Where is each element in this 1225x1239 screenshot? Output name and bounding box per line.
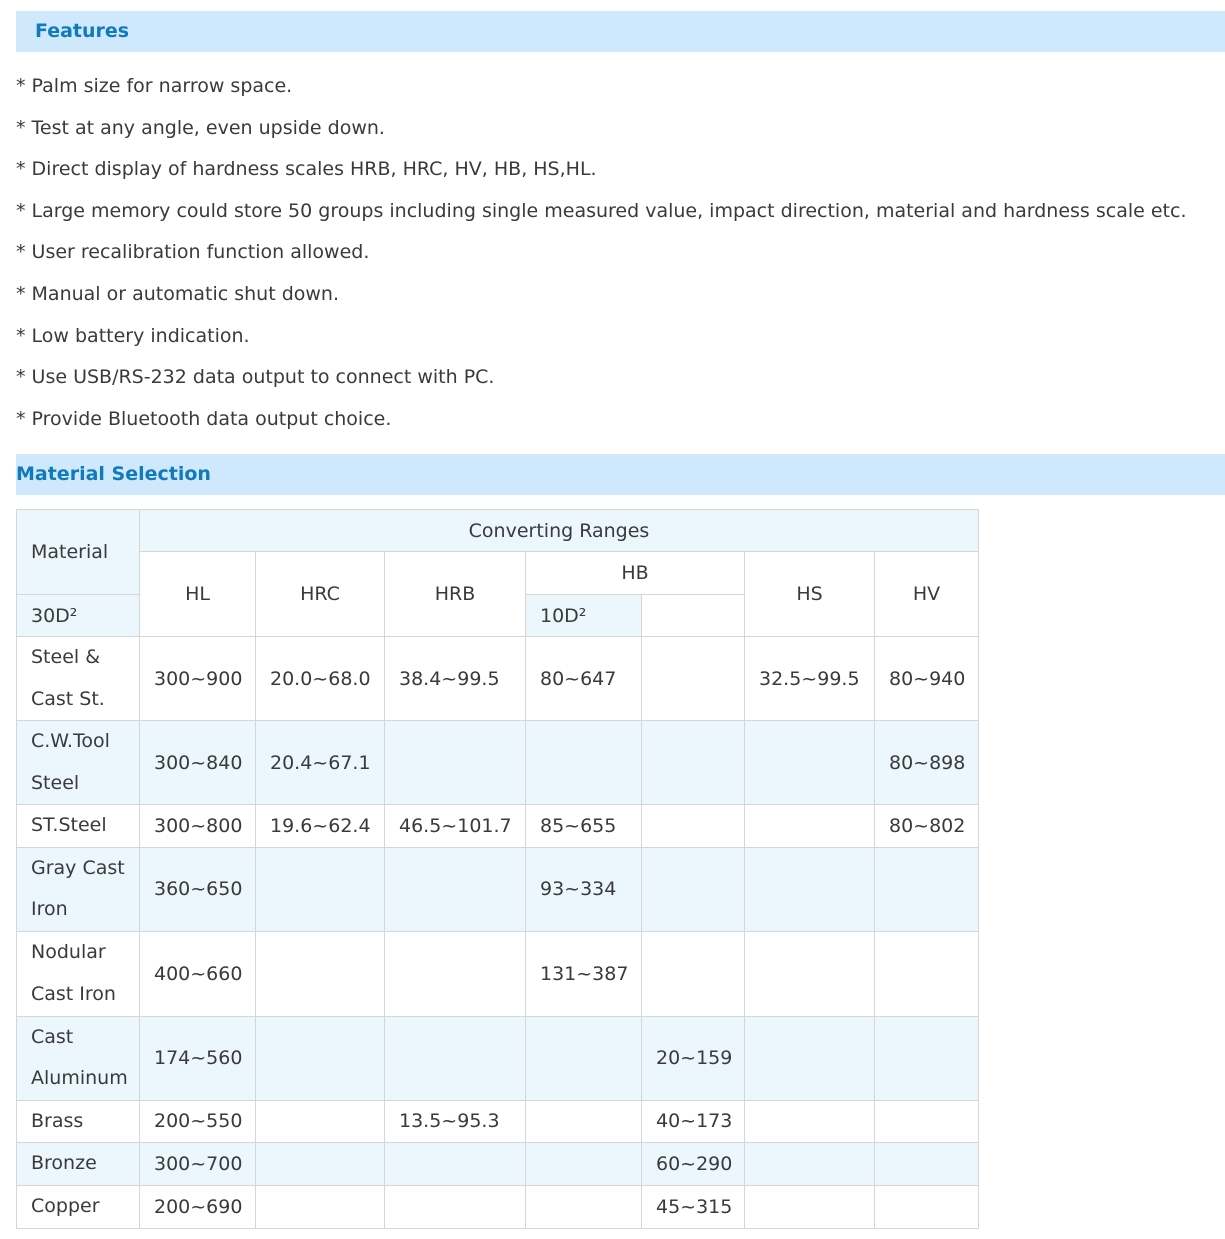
material-name-cell: ST.Steel [17, 805, 140, 848]
hrb-range-cell: 38.4~99.5 [385, 637, 526, 721]
hs-range-cell [745, 1143, 875, 1186]
hrb-range-cell [385, 1016, 526, 1100]
hs-range-cell [745, 1100, 875, 1143]
hb30-range-cell [526, 721, 642, 805]
feature-item: * Use USB/RS-232 data output to connect with PC. [16, 366, 495, 389]
material-name-cell: Cast Aluminum [17, 1016, 140, 1100]
hrc-column-header: HRC [256, 552, 385, 637]
hl-range-cell: 360~650 [140, 847, 256, 931]
material-name-cell: C.W.Tool Steel [17, 721, 140, 805]
hv-range-cell [875, 847, 979, 931]
feature-item: * User recalibration function allowed. [16, 241, 370, 264]
hv-range-cell: 80~898 [875, 721, 979, 805]
hb30-range-cell: 85~655 [526, 805, 642, 848]
converting-ranges-header: Converting Ranges [140, 510, 979, 552]
hrb-range-cell [385, 847, 526, 931]
hb30-range-cell [526, 1100, 642, 1143]
hb10-range-cell: 20~159 [642, 1016, 745, 1100]
features-section-header: Features [16, 11, 1225, 52]
material-name-cell: Nodular Cast Iron [17, 931, 140, 1016]
table-row [17, 805, 979, 848]
hl-range-cell: 300~900 [140, 637, 256, 721]
hrc-range-cell [256, 847, 385, 931]
hv-column-header: HV [875, 552, 979, 637]
feature-item: * Manual or automatic shut down. [16, 282, 339, 305]
hrc-range-cell: 20.0~68.0 [256, 637, 385, 721]
hb10-range-cell: 45~315 [642, 1186, 745, 1229]
hv-range-cell [875, 1100, 979, 1143]
hrb-range-cell: 13.5~95.3 [385, 1100, 526, 1143]
hv-range-cell [875, 1016, 979, 1100]
table-row [17, 1016, 979, 1100]
hs-range-cell: 32.5~99.5 [745, 637, 875, 721]
feature-item: * Low battery indication. [16, 324, 250, 347]
hl-column-header: HL [140, 552, 256, 637]
hs-range-cell [745, 721, 875, 805]
feature-item: * Test at any angle, even upside down. [16, 116, 385, 139]
table-row [17, 1100, 979, 1143]
feature-item: * Direct display of hardness scales HRB, HRC, HV, HB, HS,HL. [16, 158, 597, 181]
hb30-range-cell: 80~647 [526, 637, 642, 721]
hb30-range-cell: 131~387 [526, 931, 642, 1016]
hb30-range-cell [526, 1143, 642, 1186]
table-row [17, 721, 979, 805]
hrc-range-cell [256, 1186, 385, 1229]
hl-range-cell: 300~840 [140, 721, 256, 805]
hv-range-cell [875, 1186, 979, 1229]
hb-30d2-subheader: 30D² [17, 595, 140, 637]
table-row [17, 637, 979, 721]
hb-column-header: HB [526, 552, 745, 595]
hb-10d2-subheader: 10D² [526, 595, 642, 637]
hrc-range-cell [256, 1016, 385, 1100]
hb10-range-cell [642, 637, 745, 721]
hs-range-cell [745, 1186, 875, 1229]
hs-range-cell [745, 847, 875, 931]
hb10-range-cell [642, 721, 745, 805]
table-row [17, 1186, 979, 1229]
material-name-cell: Bronze [17, 1143, 140, 1186]
hl-range-cell: 200~690 [140, 1186, 256, 1229]
hl-range-cell: 300~800 [140, 805, 256, 848]
material-name-cell: Steel & Cast St. [17, 637, 140, 721]
material-name-cell: Gray Cast Iron [17, 847, 140, 931]
hrb-range-cell [385, 721, 526, 805]
table-row [17, 1143, 979, 1186]
hrc-range-cell: 19.6~62.4 [256, 805, 385, 848]
hv-range-cell: 80~940 [875, 637, 979, 721]
hrc-range-cell [256, 1100, 385, 1143]
hl-range-cell: 300~700 [140, 1143, 256, 1186]
hb30-range-cell: 93~334 [526, 847, 642, 931]
hs-range-cell [745, 1016, 875, 1100]
table-row [17, 847, 979, 931]
hrb-range-cell [385, 1143, 526, 1186]
material-name-cell: Brass [17, 1100, 140, 1143]
hrc-range-cell [256, 931, 385, 1016]
hb30-range-cell [526, 1186, 642, 1229]
hrb-range-cell: 46.5~101.7 [385, 805, 526, 848]
features-list [16, 66, 1187, 440]
feature-item: * Large memory could store 50 groups including single measured value, impact direction, material and hardness scale etc. [16, 199, 1187, 222]
material-name-cell: Copper [17, 1186, 140, 1229]
hl-range-cell: 200~550 [140, 1100, 256, 1143]
hl-range-cell: 174~560 [140, 1016, 256, 1100]
hrc-range-cell: 20.4~67.1 [256, 721, 385, 805]
material-selection-table [16, 509, 979, 1229]
hv-range-cell: 80~802 [875, 805, 979, 848]
hs-column-header: HS [745, 552, 875, 637]
hb10-range-cell [642, 847, 745, 931]
hrb-range-cell [385, 1186, 526, 1229]
material-selection-header: Material Selection [16, 454, 1225, 495]
hb30-range-cell [526, 1016, 642, 1100]
hv-range-cell [875, 931, 979, 1016]
hb10-range-cell: 60~290 [642, 1143, 745, 1186]
table-row [17, 931, 979, 1016]
material-column-header: Material [17, 510, 140, 595]
hb10-range-cell [642, 805, 745, 848]
hl-range-cell: 400~660 [140, 931, 256, 1016]
hs-range-cell [745, 931, 875, 1016]
hv-range-cell [875, 1143, 979, 1186]
feature-item: * Provide Bluetooth data output choice. [16, 407, 392, 430]
hb10-range-cell: 40~173 [642, 1100, 745, 1143]
hrb-column-header: HRB [385, 552, 526, 637]
hrc-range-cell [256, 1143, 385, 1186]
hs-range-cell [745, 805, 875, 848]
hrb-range-cell [385, 931, 526, 1016]
hb10-range-cell [642, 931, 745, 1016]
feature-item: * Palm size for narrow space. [16, 75, 293, 97]
